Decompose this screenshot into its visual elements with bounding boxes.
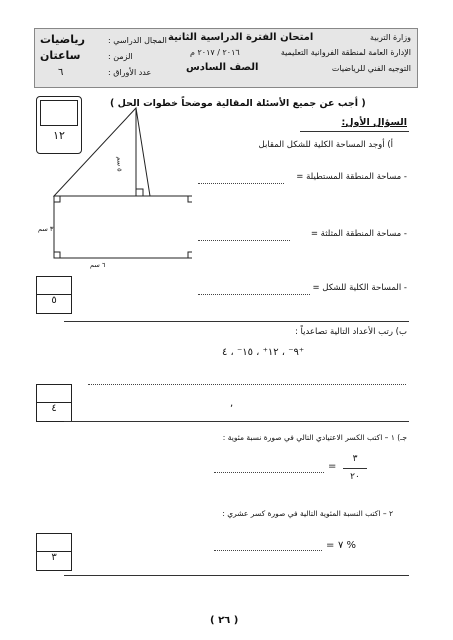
score-box-c — [36, 533, 72, 571]
numbers-to-order: ٩⁻ ، ١٢⁺ ، ١٥⁻ ، ٤⁺ — [222, 347, 305, 358]
part-c1-prompt: جـ) ١ – اكتب الكسر الاعتيادي التالي في صورة نسبة مئوية : — [222, 433, 407, 442]
time-value: ساعتان — [40, 49, 81, 62]
field-label: المجال الدراسي : — [108, 36, 167, 45]
rect-corner-mark-1 — [54, 196, 60, 202]
percent-answer-line[interactable] — [214, 472, 324, 473]
score-b-value: ٤ — [51, 403, 57, 414]
page-number: ( ٢٦ ) — [210, 615, 239, 626]
time-label: الزمن : — [108, 52, 133, 61]
height-label: ٥ سم — [115, 156, 124, 172]
fraction-bar — [343, 468, 367, 469]
question-1-title: السؤال الأول: — [341, 117, 407, 128]
pages-label: عدد الأوراق : — [108, 68, 152, 77]
score-a-blank — [37, 277, 71, 295]
tri-area-answer-line[interactable] — [198, 240, 290, 241]
grade-label: الصف السادس — [186, 62, 259, 73]
total-area-answer-line[interactable] — [198, 294, 310, 295]
separator-3 — [64, 575, 409, 576]
title-underline — [300, 131, 409, 132]
rect-corner-mark-3 — [54, 252, 60, 258]
separator-1 — [64, 321, 409, 322]
score-c-value: ٣ — [51, 552, 57, 563]
fraction-numerator: ٣ — [352, 454, 358, 464]
rectangle-shape — [54, 196, 192, 258]
field-value: رياضيات — [40, 33, 85, 46]
score-c-blank — [37, 534, 71, 552]
total-area-label: - المساحة الكلية للشكل = — [312, 283, 407, 293]
right-angle-mark — [136, 189, 143, 196]
separator-2 — [64, 421, 409, 422]
percent-value: ٧ % — [338, 540, 357, 551]
rect-area-label: - مساحة المنطقة المستطيلة = — [296, 172, 407, 182]
score-box-a — [36, 276, 72, 314]
guidance-label: التوجيه الفني للرياضيات — [331, 64, 411, 73]
rect-corner-mark-4 — [188, 252, 192, 258]
exam-year: ٢٠١٦ / ٢٠١٧ م — [190, 48, 240, 57]
decimal-answer-line[interactable] — [214, 550, 322, 551]
score-b-blank — [37, 385, 71, 403]
instruction: ( أجب عن جميع الأسئلة المقالية موضحاً خطوات الحل ) — [110, 98, 366, 109]
ministry-label: وزارة التربية — [370, 33, 411, 42]
order-answer-line[interactable] — [88, 384, 406, 385]
equals-sign: = — [328, 461, 337, 472]
tri-area-label: - مساحة المنطقة المثلثة = — [310, 229, 407, 239]
equals-sign-2: = — [326, 540, 335, 551]
total-score-value: ١٢ — [53, 129, 65, 142]
length-label: ٦ سم — [90, 261, 106, 269]
part-a-prompt: أ) أوجد المساحة الكلية للشكل المقابل — [258, 140, 393, 150]
rect-corner-mark-2 — [188, 196, 192, 202]
exam-title: امتحان الفترة الدراسية الثانية — [168, 32, 314, 43]
composite-figure — [32, 100, 192, 270]
part-c2-prompt: ٢ – اكتب النسبة المئوية التالية في صورة كسر عشري : — [222, 509, 393, 518]
directorate-label: الإدارة العامة لمنطقة الفروانية التعليمية — [280, 48, 411, 57]
part-b-prompt: ب) رتب الأعداد التالية تصاعدياً : — [294, 327, 407, 337]
fraction-denominator: ٢٠ — [350, 472, 360, 482]
stray-mark: , — [230, 398, 234, 409]
score-box-b — [36, 384, 72, 422]
width-label: ٣ سم — [38, 225, 54, 233]
pages-value: ٦ — [58, 67, 64, 78]
rect-area-answer-line[interactable] — [198, 183, 284, 184]
score-a-value: ٥ — [51, 295, 57, 306]
